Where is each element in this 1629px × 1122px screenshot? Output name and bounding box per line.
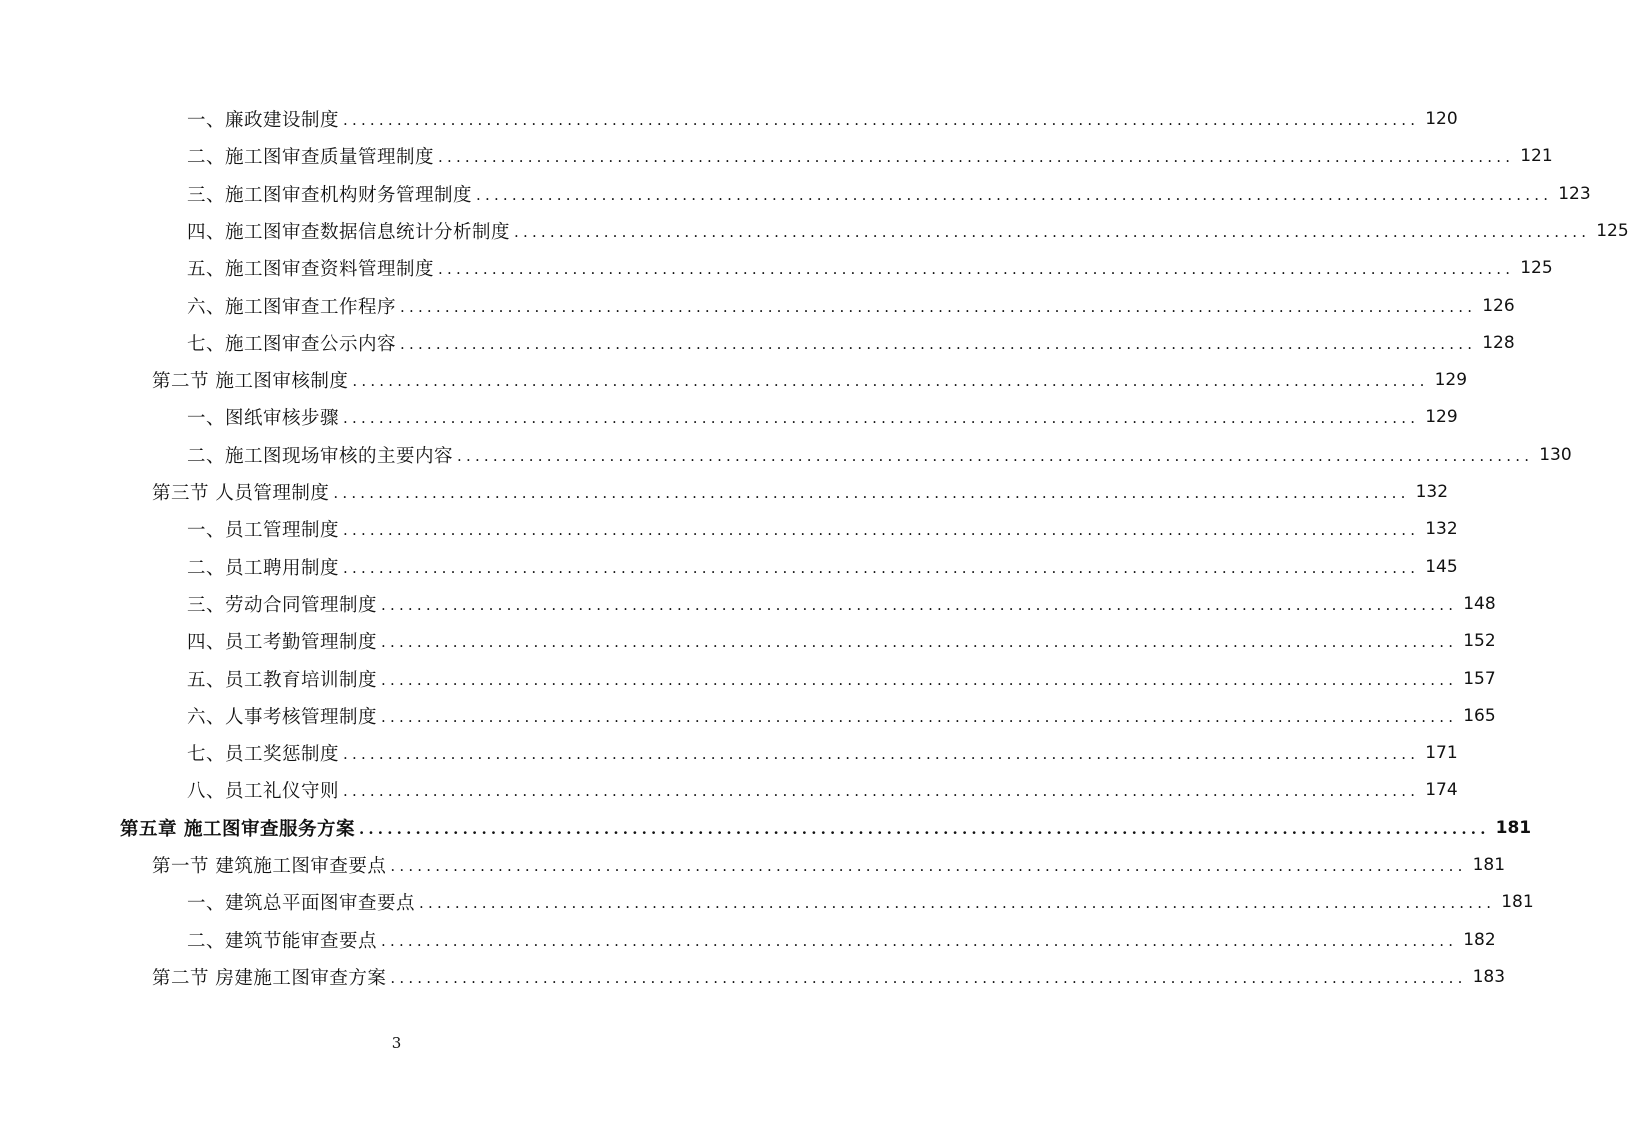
toc-entry-label: 一、图纸审核步骤: [187, 408, 340, 430]
toc-entry-page: 125: [1596, 220, 1629, 241]
toc-entry-label: 二、施工图审查质量管理制度: [187, 147, 435, 169]
toc-leader-dots: ........................................................................................................................: [343, 409, 1420, 428]
toc-leader-dots: ........................................................................................................................: [514, 222, 1591, 241]
toc-entry-page: 181: [1501, 892, 1534, 913]
toc-item-entry[interactable]: [187, 325, 1515, 361]
toc-entry-label: 一、员工管理制度: [187, 520, 340, 542]
toc-item-entry[interactable]: [187, 549, 1458, 585]
toc-entry-page: 126: [1482, 295, 1515, 316]
toc-section-entry[interactable]: [152, 847, 1506, 883]
toc-entry-label: 第二节 施工图审核制度: [152, 371, 349, 393]
toc-entry-page: 181: [1495, 817, 1532, 838]
toc-section-entry[interactable]: [152, 959, 1506, 995]
toc-entry-page: 148: [1463, 593, 1496, 614]
toc-item-entry[interactable]: [187, 623, 1496, 659]
toc-entry-page: 152: [1463, 631, 1496, 652]
toc-chapter-entry[interactable]: [120, 810, 1532, 846]
toc-leader-dots: ........................................................................................................................: [381, 670, 1458, 689]
toc-entry-label: 一、建筑总平面图审查要点: [187, 893, 416, 915]
toc-leader-dots: ........................................................................................................................: [390, 968, 1467, 987]
toc-entry-label: 第二节 房建施工图审查方案: [152, 967, 387, 989]
toc-leader-dots: ........................................................................................................................: [358, 819, 1490, 838]
toc-leader-dots: ........................................................................................................................: [381, 633, 1458, 652]
toc-entry-page: 132: [1415, 482, 1449, 502]
toc-leader-dots: ........................................................................................................................: [381, 707, 1458, 726]
toc-leader-dots: ........................................................................................................................: [343, 521, 1420, 540]
toc-item-entry[interactable]: [187, 661, 1496, 697]
toc-item-entry[interactable]: [187, 138, 1553, 174]
toc-entry-page: 129: [1425, 407, 1458, 428]
toc-leader-dots: ........................................................................................................................: [381, 931, 1458, 950]
toc-entry-label: 三、施工图审查机构财务管理制度: [187, 184, 473, 206]
toc-entry-label: 六、施工图审查工作程序: [187, 296, 397, 318]
toc-leader-dots: ........................................................................................................................: [438, 260, 1515, 279]
toc-item-entry[interactable]: [187, 735, 1458, 771]
toc-entry-label: 二、员工聘用制度: [187, 557, 340, 579]
toc-entry-page: 174: [1425, 780, 1458, 801]
toc-item-entry[interactable]: [187, 250, 1553, 286]
toc-entry-label: 五、施工图审查资料管理制度: [187, 259, 435, 281]
toc-entry-page: 165: [1463, 705, 1496, 726]
toc-entry-label: 二、施工图现场审核的主要内容: [187, 445, 454, 467]
toc-leader-dots: ........................................................................................................................: [390, 857, 1467, 875]
toc-leader-dots: ........................................................................................................................: [352, 372, 1429, 391]
toc-item-entry[interactable]: [187, 772, 1458, 808]
toc-entry-page: 120: [1425, 109, 1458, 129]
toc-entry-page: 123: [1558, 183, 1591, 204]
toc-entry-page: 121: [1520, 146, 1553, 167]
toc-item-entry[interactable]: [187, 437, 1572, 473]
toc-entry-label: 三、劳动合同管理制度: [187, 594, 378, 616]
toc-item-entry[interactable]: [187, 288, 1515, 324]
toc-entry-label: 一、廉政建设制度: [187, 110, 340, 131]
toc-section-entry[interactable]: [152, 474, 1449, 510]
toc-leader-dots: ........................................................................................................................: [476, 185, 1553, 204]
toc-entry-label: 第五章 施工图审查服务方案: [120, 818, 355, 840]
toc-leader-dots: ........................................................................................................................: [400, 334, 1477, 353]
toc-entry-page: 125: [1520, 258, 1553, 279]
toc-item-entry[interactable]: [187, 586, 1496, 622]
toc-leader-dots: ........................................................................................................................: [343, 111, 1420, 129]
toc-leader-dots: ........................................................................................................................: [438, 148, 1515, 167]
toc-entry-page: 182: [1463, 929, 1496, 950]
page-number: 3: [391, 1034, 402, 1052]
toc-leader-dots: ........................................................................................................................: [343, 558, 1420, 577]
toc-entry-label: 八、员工礼仪守则: [187, 781, 340, 803]
toc-entry-page: 157: [1463, 668, 1496, 689]
toc-entry-page: 171: [1425, 743, 1458, 764]
toc-entry-label: 四、施工图审查数据信息统计分析制度: [187, 221, 511, 243]
toc-item-entry[interactable]: [187, 176, 1591, 212]
toc-entry-label: 四、员工考勤管理制度: [187, 632, 378, 654]
toc-entry-page: 181: [1472, 855, 1506, 875]
toc-entry-label: 七、员工奖惩制度: [187, 744, 340, 766]
toc-entry-page: 129: [1434, 370, 1468, 391]
toc-entry-label: 七、施工图审查公示内容: [187, 333, 397, 355]
toc-entry-label: 二、建筑节能审查要点: [187, 930, 378, 952]
toc-leader-dots: ........................................................................................................................: [333, 484, 1410, 502]
toc-leader-dots: ........................................................................................................................: [419, 894, 1496, 913]
toc-leader-dots: ........................................................................................................................: [343, 745, 1420, 764]
toc-item-entry[interactable]: [187, 698, 1496, 734]
toc-item-entry[interactable]: [187, 922, 1496, 958]
toc-entry-page: 128: [1482, 332, 1515, 353]
toc-leader-dots: ........................................................................................................................: [400, 297, 1477, 316]
toc-item-entry[interactable]: [187, 213, 1629, 249]
toc-leader-dots: ........................................................................................................................: [343, 782, 1420, 801]
toc-item-entry[interactable]: [187, 884, 1534, 920]
toc-entry-label: 六、人事考核管理制度: [187, 706, 378, 728]
toc-entry-label: 五、员工教育培训制度: [187, 669, 378, 691]
toc-section-entry[interactable]: [152, 362, 1468, 398]
toc-item-entry[interactable]: [187, 511, 1458, 547]
toc-leader-dots: ........................................................................................................................: [381, 595, 1458, 614]
toc-leader-dots: ........................................................................................................................: [457, 446, 1534, 465]
toc-entry-page: 183: [1472, 966, 1506, 987]
toc-entry-label: 第一节 建筑施工图审查要点: [152, 856, 387, 877]
toc-entry-page: 130: [1539, 444, 1572, 465]
toc-entry-page: 145: [1425, 556, 1458, 577]
toc-item-entry[interactable]: [187, 399, 1458, 435]
toc-item-entry[interactable]: [187, 101, 1458, 137]
toc-entry-label: 第三节 人员管理制度: [152, 483, 330, 504]
toc-entry-page: 132: [1425, 519, 1458, 540]
